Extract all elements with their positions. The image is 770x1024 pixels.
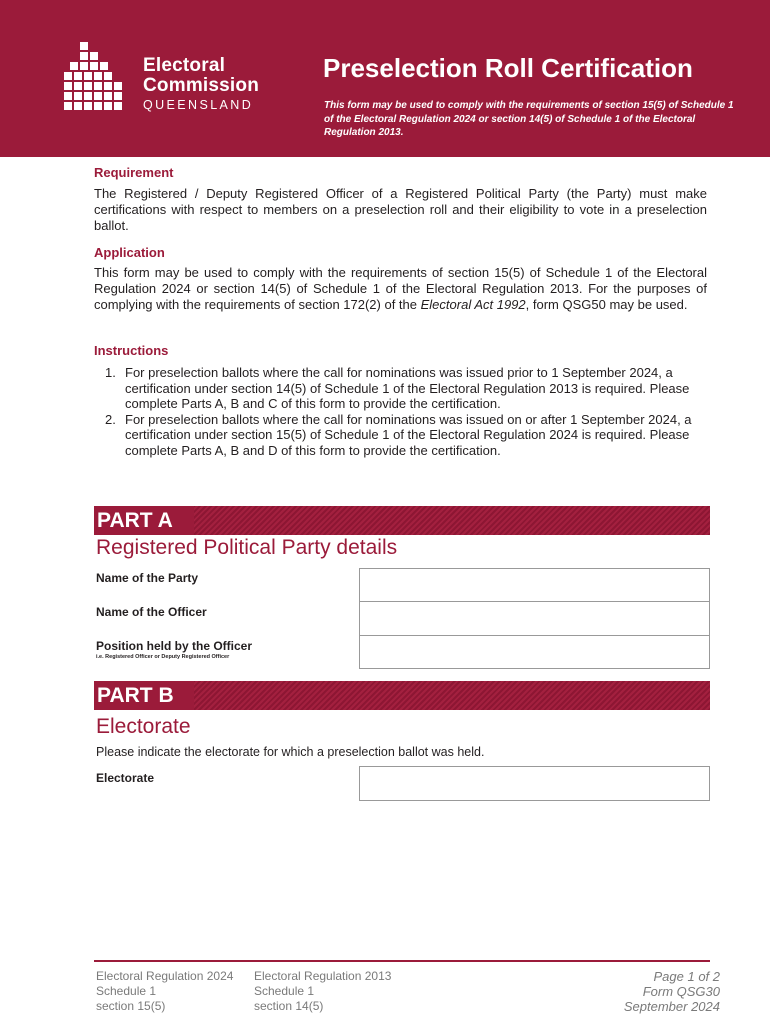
officer-position-note: i.e. Registered Officer or Deputy Registered Officer xyxy=(96,654,230,660)
form-subtitle: This form may be used to comply with the requirements of section 15(5) of Schedule 1 of the Electoral Regulation 2024 or section 14(5) of Schedule 1 of the Electoral Regulation 2013. xyxy=(324,100,734,138)
ecq-wordmark xyxy=(143,56,259,114)
footer-divider xyxy=(94,960,710,962)
list-item xyxy=(94,412,711,459)
part-b-label: PART B xyxy=(97,684,174,707)
officer-name-field[interactable] xyxy=(359,601,710,636)
list-item-text: For preselection ballots where the call for nominations was issued prior to 1 September 2024, a certification under section 14(5) of Schedule 1 of the Electoral Regulation 2013 is required. Please complete Parts A, B and C of this form to provide the certification. xyxy=(125,365,690,411)
requirement-heading: Requirement xyxy=(94,165,174,180)
form-title: Preselection Roll Certification xyxy=(323,53,693,83)
requirement-text: The Registered / Deputy Registered Officer of a Registered Political Party (the Party) must make certifications with respect to members on a preselection roll and their eligibility to vote in a preselection ballot. xyxy=(94,186,707,233)
form-date: September 2024 xyxy=(623,999,720,1014)
footer-reg-2024 xyxy=(96,969,233,1014)
part-b-subtitle: Electorate xyxy=(96,715,191,738)
header-banner xyxy=(0,0,770,157)
part-b-banner xyxy=(94,681,710,710)
footer-reg-2013-line2: Schedule 1 xyxy=(254,984,315,998)
electorate-label: Electorate xyxy=(96,771,155,785)
electorate-field[interactable] xyxy=(359,766,710,801)
party-name-label: Name of the Party xyxy=(96,571,199,585)
part-a-label: PART A xyxy=(97,509,173,532)
logo-line-1: Electoral xyxy=(143,55,226,76)
list-item xyxy=(94,365,711,412)
officer-position-field[interactable] xyxy=(359,635,710,669)
footer-reg-2013-line3: section 14(5) xyxy=(254,999,324,1013)
application-text-start: This form may be used to comply with the requirements of section 15(5) of Schedule 1 of the Electoral Regulation 2024 or section 14(5) of Schedule 1 of the Electoral Regulation 2013. For the purposes of complying with the requirements of section 172(2) of the xyxy=(94,265,707,312)
footer-reg-2024-line1: Electoral Regulation 2024 xyxy=(96,969,234,983)
footer-reg-2013-line1: Electoral Regulation 2013 xyxy=(254,969,392,983)
application-text-end: , form QSG50 may be used. xyxy=(525,297,688,312)
party-name-field[interactable] xyxy=(359,568,710,602)
instructions-list xyxy=(94,365,711,458)
part-b-instruction: Please indicate the electorate for which a preselection ballot was held. xyxy=(96,745,485,759)
form-code: Form QSG30 xyxy=(642,984,720,999)
footer-page-info xyxy=(560,969,720,1014)
instructions-heading: Instructions xyxy=(94,343,169,358)
page-number: Page 1 of 2 xyxy=(653,969,720,984)
logo-line-2: Commission xyxy=(143,75,260,96)
part-a-banner xyxy=(94,506,710,535)
part-a-subtitle: Registered Political Party details xyxy=(96,536,398,559)
list-item-number: 2. xyxy=(105,411,116,427)
application-text xyxy=(94,265,707,313)
officer-position-label: Position held by the Officer xyxy=(96,639,253,653)
act-name: Electoral Act 1992 xyxy=(420,297,526,312)
officer-name-label: Name of the Officer xyxy=(96,605,207,619)
logo-line-3: QUEENSLAND xyxy=(143,98,254,112)
list-item-number: 1. xyxy=(105,365,116,380)
list-item-text: For preselection ballots where the call for nominations was issued on or after 1 September 2024, a certification under section 15(5) of Schedule 1 of the Electoral Regulation 2024 is required. Please complete Parts A, B and D of this form to provide the certification. xyxy=(125,411,692,458)
ecq-logo-icon xyxy=(64,42,126,114)
footer-reg-2024-line3: section 15(5) xyxy=(96,999,166,1013)
application-heading: Application xyxy=(94,245,165,260)
footer-reg-2024-line2: Schedule 1 xyxy=(96,984,157,998)
footer-reg-2013 xyxy=(254,969,391,1014)
